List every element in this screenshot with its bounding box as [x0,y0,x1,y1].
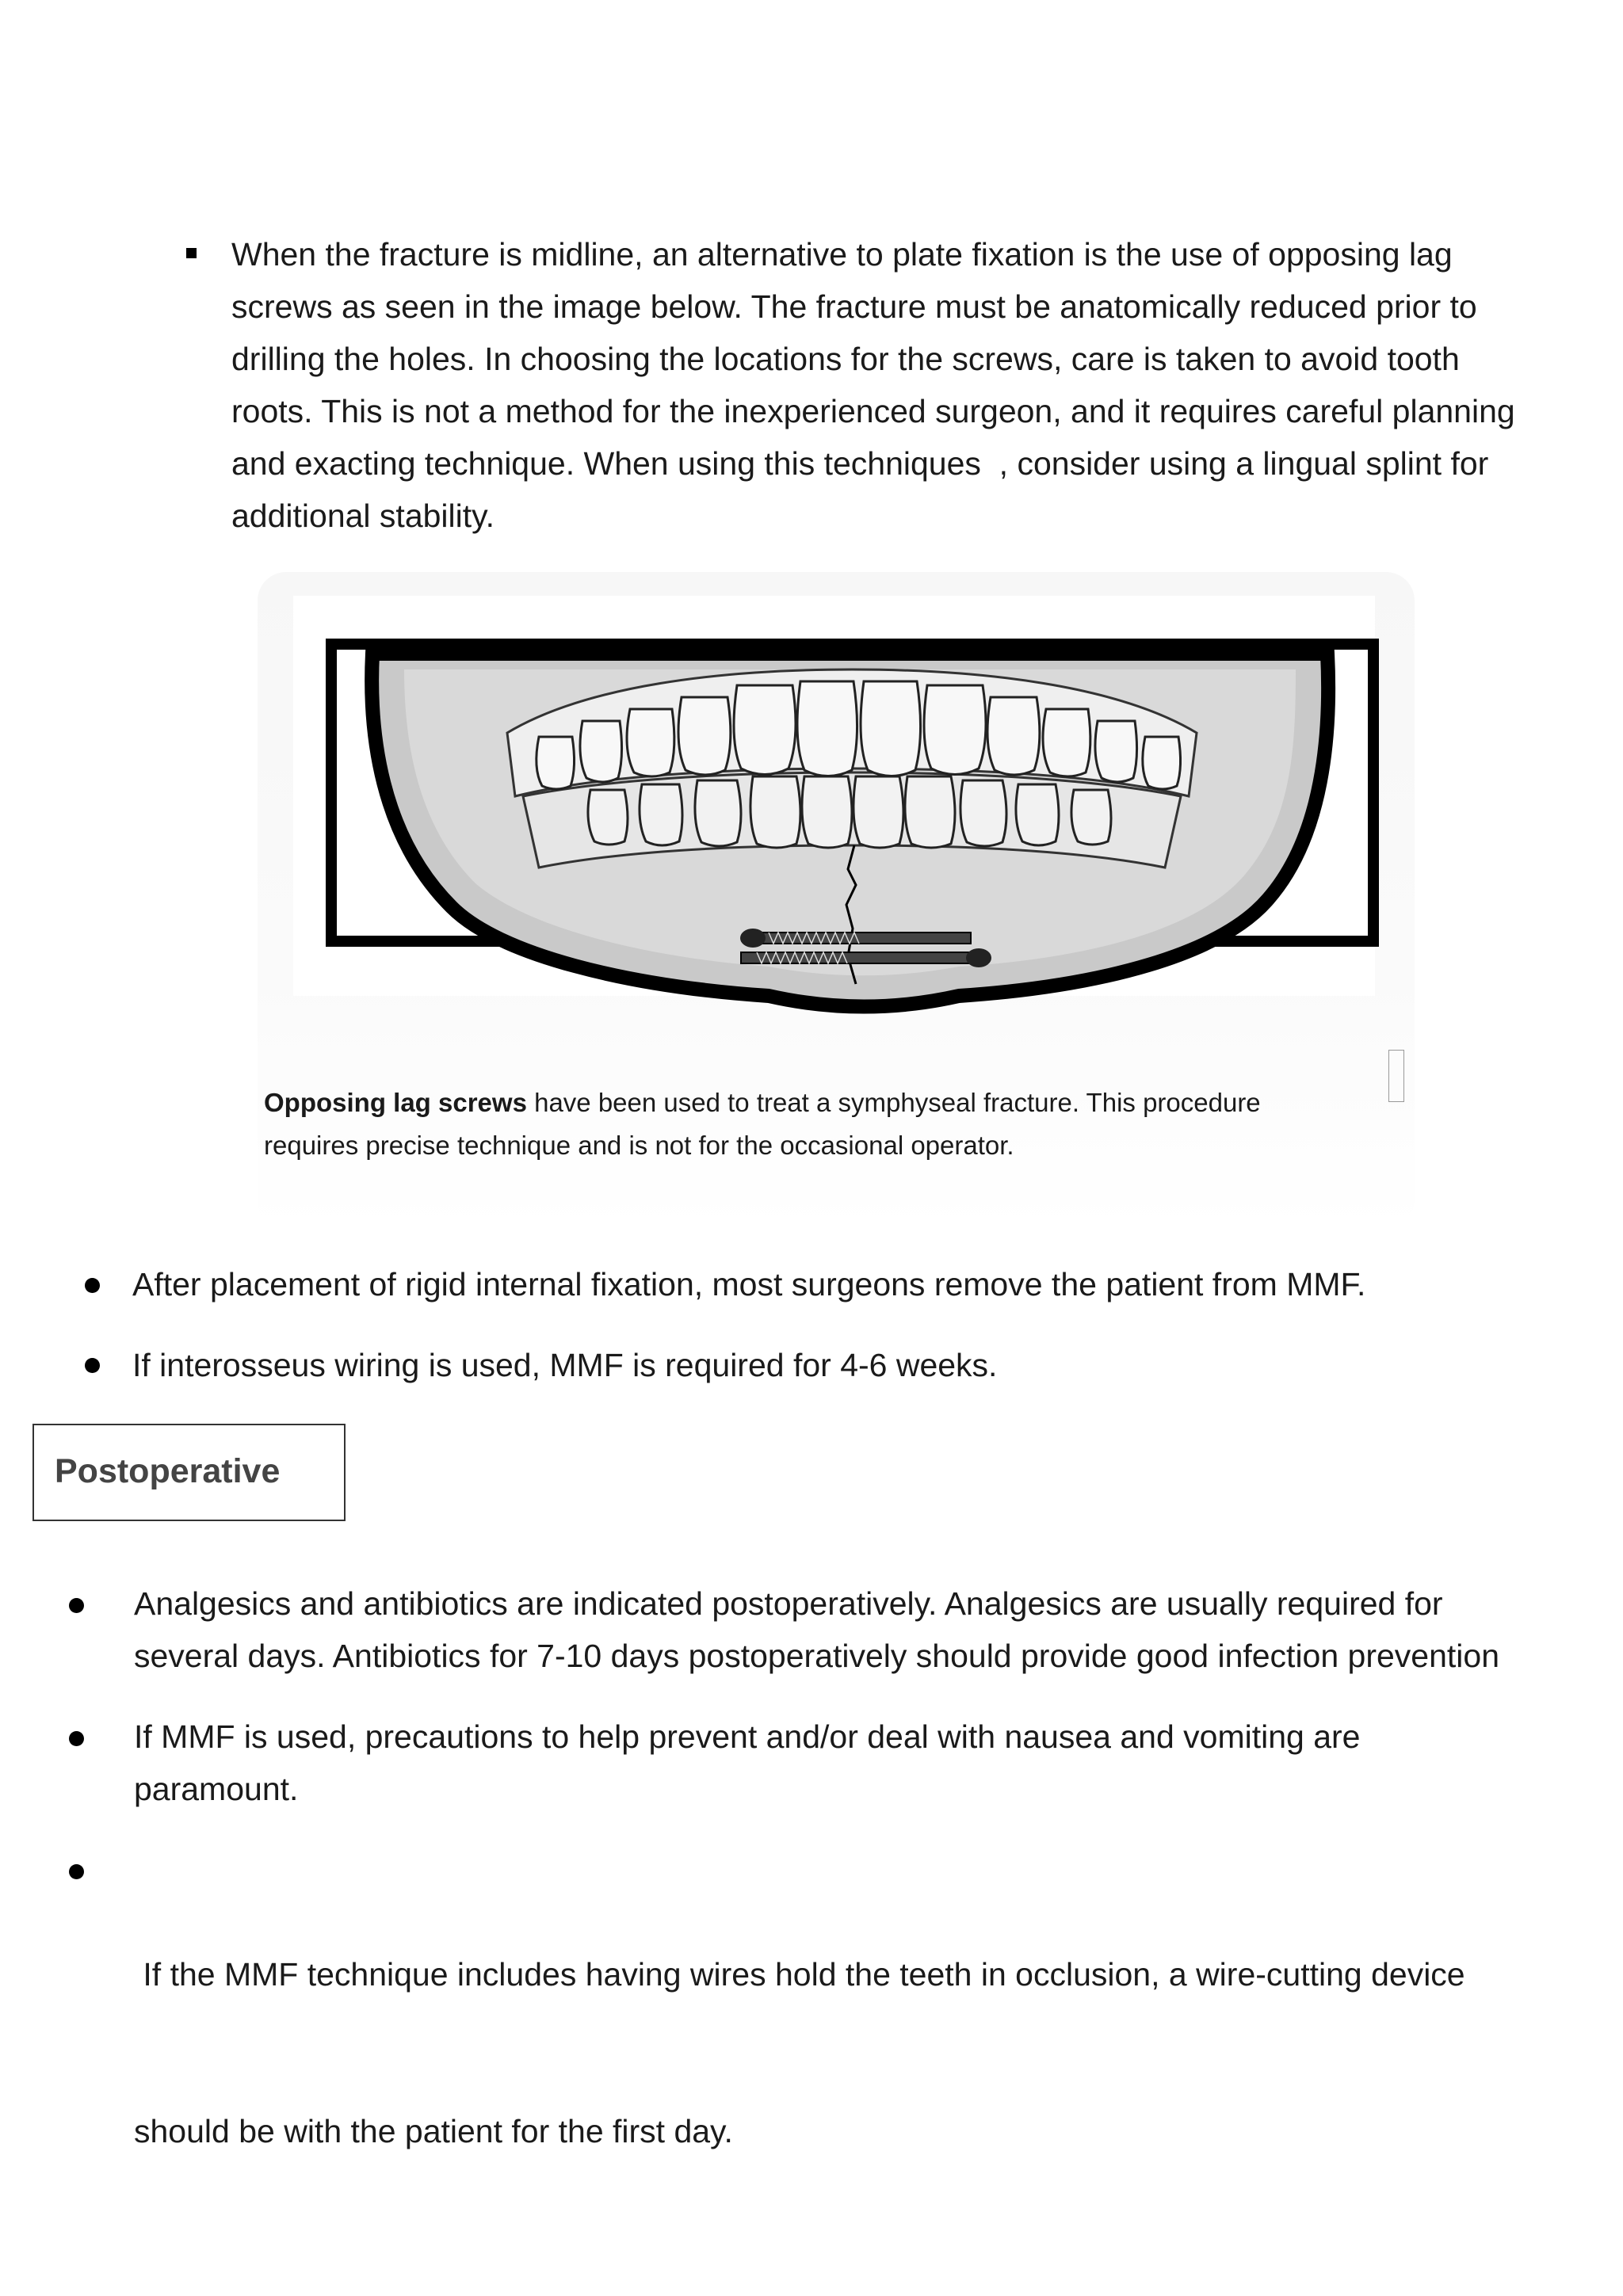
caption-text: requires precise technique and is not for the occasional operator. [264,1131,1014,1160]
intro-line: screws as seen in the image below. The fracture must be anatomically reduced prior to [231,288,1477,325]
figure-caption [264,1081,1358,1167]
bullet-text: If interosseus wiring is used, MMF is required for 4-6 weeks. [132,1347,998,1383]
round-bullet [85,1358,100,1373]
intro-paragraph [231,228,1594,542]
postop-line: If the MMF technique includes having wires hold the teeth in occlusion, a wire-cutting device [134,1956,1465,1993]
intro-line: and exacting technique. When using this techniques , consider using a lingual splint for [231,445,1489,482]
round-bullet [69,1731,84,1746]
postop-item [134,1711,1608,1815]
section-title: Postoperative [55,1452,281,1490]
section-heading-box [32,1424,346,1521]
postop-line: Analgesics and antibiotics are indicated postoperatively. Analgesics are usually required for [134,1585,1443,1622]
postop-line: several days. Antibiotics for 7-10 days postoperatively should provide good infection prevention [134,1638,1500,1674]
postop-line: If MMF is used, precautions to help prevent and/or deal with nausea and vomiting are [134,1718,1361,1755]
intro-line: drilling the holes. In choosing the locations for the screws, care is taken to avoid tooth [231,341,1460,377]
caption-text: have been used to treat a symphyseal fracture. This procedure [526,1088,1261,1117]
round-bullet [69,1864,84,1879]
intro-line: roots. This is not a method for the inexperienced surgeon, and it requires careful planning [231,393,1515,429]
small-marker [1388,1050,1404,1102]
intro-line: additional stability. [231,498,495,534]
caption-bold: Opposing lag screws [264,1088,527,1117]
postop-item [134,1844,1608,2210]
round-bullet [69,1598,84,1613]
postop-line: should be with the patient for the first day. [134,2113,733,2149]
bullet-text: After placement of rigid internal fixation, most surgeons remove the patient from MMF. [132,1266,1366,1302]
round-bullet [85,1278,100,1293]
postop-line: paramount. [134,1771,299,1807]
postop-item [134,1577,1608,1682]
jaw-illustration [325,638,1379,1042]
lower-teeth [588,776,1111,848]
intro-line: When the fracture is midline, an alternative to plate fixation is the use of opposing lag [231,236,1453,273]
square-bullet [186,248,197,258]
